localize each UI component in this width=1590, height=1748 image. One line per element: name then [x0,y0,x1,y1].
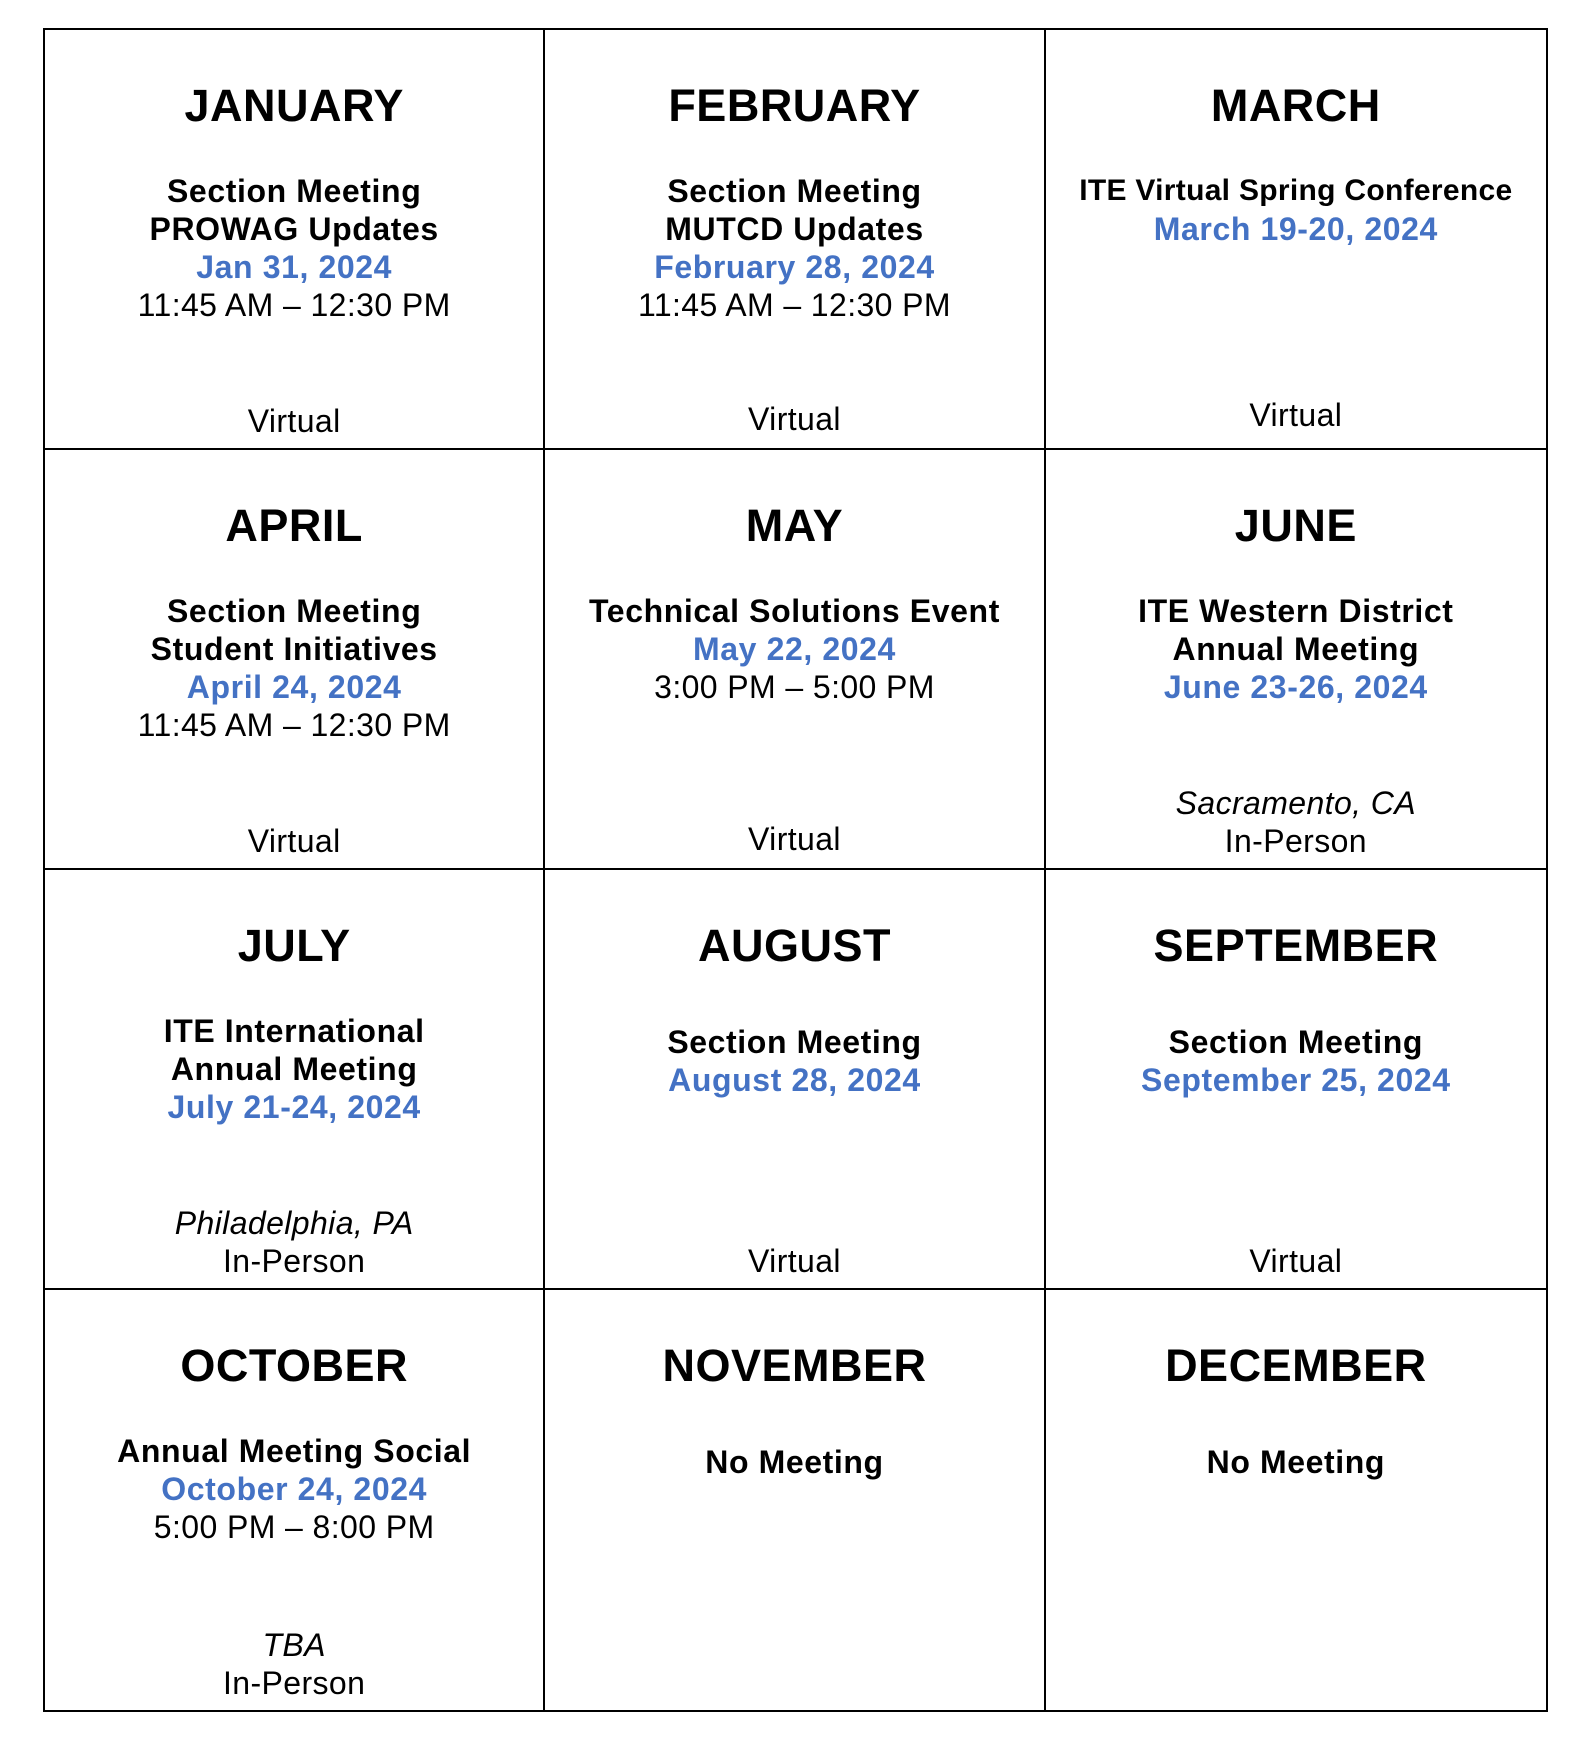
event-subtitle: MUTCD Updates [665,211,924,247]
event-subtitle: PROWAG Updates [149,211,439,247]
event-location [45,402,543,440]
event-time: 3:00 PM – 5:00 PM [654,669,935,705]
month-cell-february [545,30,1045,450]
event-date: August 28, 2024 [668,1062,921,1098]
event-title: Section Meeting [166,173,422,209]
event-mode: Virtual [748,821,841,857]
event-title: ITE Virtual Spring Conference [1079,174,1513,207]
event-date: Jan 31, 2024 [196,249,393,285]
event-info [1046,592,1546,706]
month-heading: OCTOBER [180,1340,408,1391]
event-date: October 24, 2024 [161,1471,428,1507]
month-heading: MARCH [1210,80,1381,131]
event-date: February 28, 2024 [654,249,935,285]
event-info [545,1443,1043,1481]
event-location [1046,1242,1546,1280]
event-title: Annual Meeting Social [117,1433,472,1469]
event-mode: In-Person [222,1243,366,1279]
event-title: No Meeting [1206,1444,1386,1480]
month-cell-august [545,870,1045,1290]
event-title: ITE Western District [1138,593,1454,629]
month-heading: DECEMBER [1165,1340,1427,1391]
event-mode: Virtual [1249,1243,1343,1279]
event-location [45,822,543,860]
event-info [545,172,1043,324]
event-date: May 22, 2024 [693,631,896,667]
event-info [45,592,543,744]
month-heading: JULY [237,920,351,971]
month-cell-may [545,450,1045,870]
event-city: Philadelphia, PA [174,1205,414,1241]
month-heading: MAY [745,500,844,551]
month-cell-march [1046,30,1546,450]
calendar-grid [43,28,1548,1712]
month-cell-january [45,30,545,450]
month-cell-june [1046,450,1546,870]
month-heading: APRIL [225,500,363,551]
event-date: April 24, 2024 [186,669,402,705]
month-heading: JANUARY [184,80,404,131]
event-date: September 25, 2024 [1141,1062,1451,1098]
event-city: TBA [262,1627,326,1663]
event-title: Section Meeting [667,1024,922,1060]
event-subtitle: Student Initiatives [150,631,438,667]
event-info [1046,1443,1546,1481]
event-location [1046,396,1546,434]
event-mode: Virtual [748,401,841,437]
month-cell-november [545,1290,1045,1710]
event-location [545,400,1043,438]
month-heading: FEBRUARY [668,80,921,131]
event-location [545,820,1043,858]
month-cell-september [1046,870,1546,1290]
event-date: July 21-24, 2024 [167,1089,421,1125]
event-time: 11:45 AM – 12:30 PM [137,287,451,323]
event-title: No Meeting [705,1444,884,1480]
event-mode: In-Person [222,1665,366,1701]
month-cell-october [45,1290,545,1710]
event-mode: In-Person [1224,823,1367,859]
event-info [45,172,543,324]
event-info [545,1023,1043,1099]
event-location [545,1242,1043,1280]
event-location [1046,784,1546,860]
event-location [45,1204,543,1280]
event-time: 11:45 AM – 12:30 PM [638,287,951,323]
event-city: Sacramento, CA [1175,785,1417,821]
event-info [1046,172,1546,248]
event-info [545,592,1043,706]
month-heading: AUGUST [697,920,891,971]
event-mode: Virtual [1249,397,1343,433]
event-date: June 23-26, 2024 [1163,669,1428,705]
event-time: 11:45 AM – 12:30 PM [137,707,451,743]
event-time: 5:00 PM – 8:00 PM [153,1509,435,1545]
event-title: Section Meeting [166,593,422,629]
event-mode: Virtual [247,403,341,439]
event-subtitle: Annual Meeting [170,1051,418,1087]
month-cell-july [45,870,545,1290]
month-heading: JUNE [1234,500,1357,551]
event-title: Section Meeting [1168,1024,1423,1060]
event-mode: Virtual [247,823,341,859]
month-cell-december [1046,1290,1546,1710]
event-title: ITE International [163,1013,425,1049]
month-heading: SEPTEMBER [1153,920,1439,971]
event-info [1046,1023,1546,1099]
event-title: Technical Solutions Event [589,593,1000,629]
event-subtitle: Annual Meeting [1172,631,1420,667]
month-heading: NOVEMBER [662,1340,927,1391]
month-cell-april [45,450,545,870]
event-mode: Virtual [748,1243,841,1279]
event-title: Section Meeting [667,173,922,209]
event-date: March 19-20, 2024 [1153,211,1438,247]
event-info [45,1432,543,1546]
event-info [45,1012,543,1126]
event-location [45,1626,543,1702]
